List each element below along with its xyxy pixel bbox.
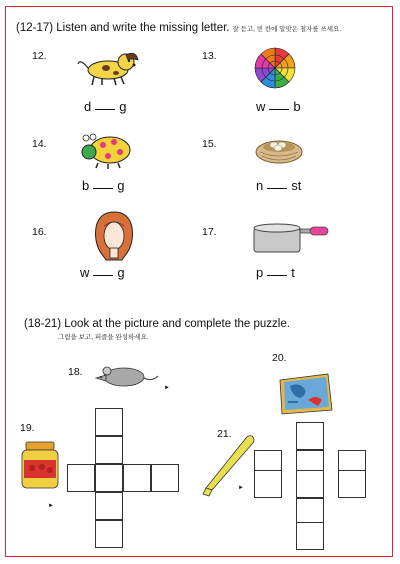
item-13-word xyxy=(256,99,301,114)
puzzle-cell[interactable] xyxy=(95,464,123,492)
puzzle-cell[interactable] xyxy=(95,520,123,548)
puzzle-cell[interactable] xyxy=(296,522,324,550)
dog-icon xyxy=(76,48,142,88)
puzzle-cell[interactable] xyxy=(95,408,123,436)
puzzle-cell[interactable] xyxy=(123,464,151,492)
label-20: 20. xyxy=(272,352,287,364)
puzzle-cell[interactable] xyxy=(67,464,95,492)
item-16-word xyxy=(80,265,125,280)
item-17-before: p xyxy=(256,265,264,280)
puzzle-cell[interactable] xyxy=(338,470,366,498)
puzzle-cell[interactable] xyxy=(254,470,282,498)
arrow-19-icon: ► xyxy=(48,503,54,509)
jam-icon xyxy=(18,440,62,490)
item-14-blank[interactable] xyxy=(93,188,113,189)
rat-icon xyxy=(90,362,160,390)
item-13-blank[interactable] xyxy=(269,109,289,110)
arrow-21-icon: ► xyxy=(238,485,244,491)
map-icon xyxy=(278,372,334,416)
part2-heading-ko: 그림을 보고, 퍼즐을 완성하세요. xyxy=(58,334,149,341)
page-border xyxy=(5,6,393,557)
item-17-blank[interactable] xyxy=(267,275,287,276)
part1-heading xyxy=(16,22,341,34)
item-13-before: w xyxy=(256,99,266,114)
puzzle-cell[interactable] xyxy=(151,464,179,492)
item-17-number: 17. xyxy=(202,226,217,238)
puzzle-cell[interactable] xyxy=(296,422,324,450)
wig-icon xyxy=(92,210,136,262)
item-16-after: g xyxy=(117,265,125,280)
item-17-after: t xyxy=(291,265,295,280)
item-16-before: w xyxy=(80,265,90,280)
arrow-18-icon: ► xyxy=(164,385,170,391)
item-12-blank[interactable] xyxy=(95,109,115,110)
puzzle-cell[interactable] xyxy=(296,470,324,498)
item-15-word xyxy=(256,178,301,193)
item-13-after: b xyxy=(293,99,301,114)
bat-icon xyxy=(200,434,256,498)
item-14-before: b xyxy=(82,178,90,193)
item-16-number: 16. xyxy=(32,226,47,238)
label-19: 19. xyxy=(20,422,35,434)
item-12-after: g xyxy=(119,99,127,114)
item-14-word xyxy=(82,178,124,193)
item-12-before: d xyxy=(84,99,92,114)
label-21: 21. xyxy=(217,428,232,440)
item-15-before: n xyxy=(256,178,264,193)
web-icon xyxy=(252,46,298,90)
nest-icon xyxy=(254,134,304,166)
pot-icon xyxy=(250,220,332,256)
part1-heading-text: (12-17) Listen and write the missing letter. xyxy=(16,22,230,34)
item-15-blank[interactable] xyxy=(267,188,287,189)
item-15-after: st xyxy=(291,178,302,193)
puzzle-cell[interactable] xyxy=(95,436,123,464)
item-15-number: 15. xyxy=(202,138,217,150)
item-14-after: g xyxy=(117,178,125,193)
item-13-number: 13. xyxy=(202,50,217,62)
part1-heading-ko: 잘 듣고, 빈 칸에 알맞은 철자를 쓰세요. xyxy=(232,26,342,33)
item-16-blank[interactable] xyxy=(93,275,113,276)
item-12-number: 12. xyxy=(32,50,47,62)
puzzle-cell[interactable] xyxy=(95,492,123,520)
ladybug-icon xyxy=(78,130,136,170)
item-14-number: 14. xyxy=(32,138,47,150)
item-17-word xyxy=(256,265,295,280)
part2-heading: (18-21) Look at the picture and complete the puzzle. xyxy=(24,318,290,330)
label-18: 18. xyxy=(68,366,83,378)
item-12-word xyxy=(84,99,126,114)
